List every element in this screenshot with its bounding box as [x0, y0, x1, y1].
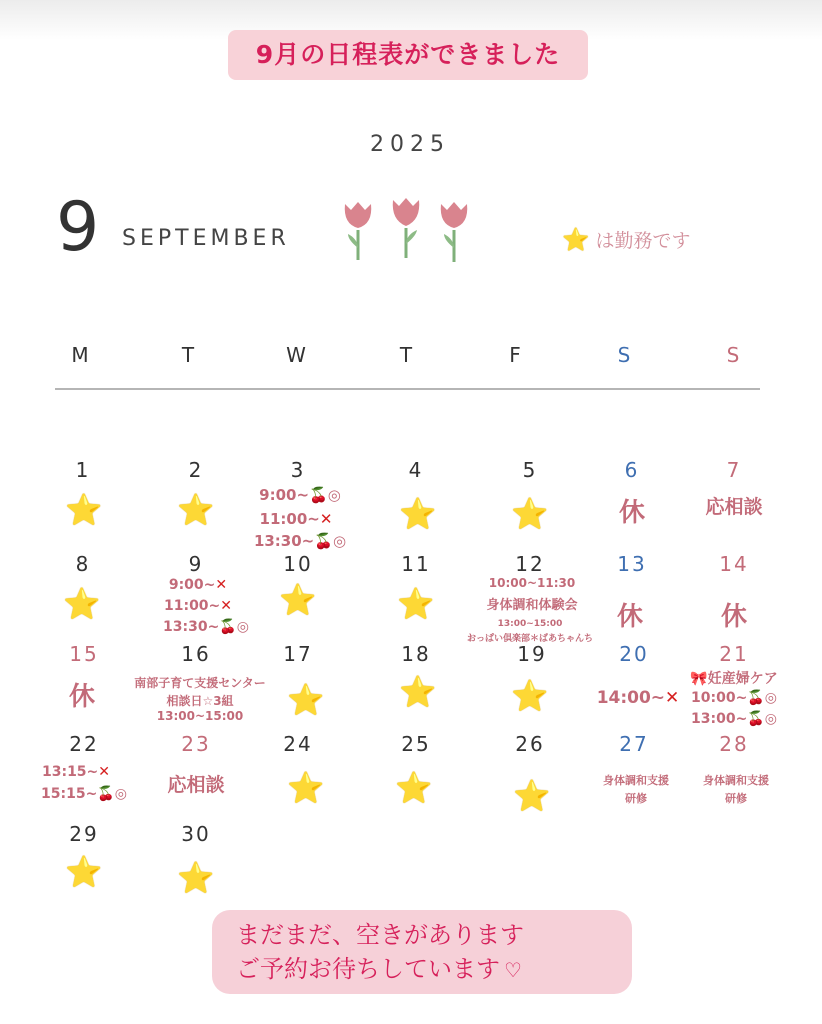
- schedule-slot: 9:00~✕: [168, 577, 228, 593]
- cherry-icon: 🍒: [314, 532, 333, 550]
- day-number: 16: [181, 642, 211, 666]
- event-time: 10:00~11:30: [488, 576, 576, 590]
- circle-icon: ◎: [236, 619, 249, 635]
- cross-icon: ✕: [215, 577, 228, 593]
- star-icon: ⭐: [511, 497, 549, 532]
- star-icon: ⭐: [65, 493, 103, 528]
- cross-icon: ✕: [319, 510, 333, 528]
- page-title: 9月の日程表ができました: [228, 30, 588, 80]
- star-icon: ⭐: [397, 587, 435, 622]
- day-number: 28: [719, 732, 749, 756]
- day-cell-18: [368, 675, 468, 710]
- weekday-sunday: S: [726, 343, 740, 367]
- day-number: 17: [283, 642, 313, 666]
- cherry-icon: 🍒: [97, 786, 115, 802]
- day-number: 11: [401, 552, 431, 576]
- availability-message: [212, 910, 632, 994]
- day-number: 13: [617, 552, 647, 576]
- circle-icon: ◎: [114, 786, 127, 802]
- legend-text: は勤務です: [595, 230, 691, 252]
- day-cell-4: [368, 497, 468, 532]
- day-number: 7: [726, 458, 742, 482]
- day-cell-19: [480, 679, 580, 714]
- event-title: 🎀妊産婦ケア: [690, 671, 778, 687]
- star-icon: ⭐: [63, 587, 101, 622]
- star-icon: ⭐: [177, 493, 215, 528]
- cross-icon: ✕: [220, 598, 233, 614]
- circle-icon: ◎: [332, 532, 347, 550]
- day-number: 25: [401, 732, 431, 756]
- circle-icon: ◎: [764, 711, 777, 727]
- weekday-monday: M: [71, 343, 89, 367]
- circle-icon: ◎: [764, 690, 777, 706]
- legend: [562, 226, 690, 253]
- day-number: 10: [283, 552, 313, 576]
- event-title: 身体調和支援: [603, 774, 669, 787]
- star-icon: ⭐: [511, 679, 549, 714]
- weekday-thursday: T: [399, 343, 413, 367]
- day-off-label: 休: [68, 682, 95, 712]
- schedule-slot: 14:00~✕: [596, 688, 680, 708]
- cherry-icon: 🍒: [747, 711, 765, 727]
- day-cell-5: [480, 497, 580, 532]
- cherry-icon: 🍒: [747, 690, 765, 706]
- day-number: 15: [69, 642, 99, 666]
- schedule-slot: 10:00~🍒◎: [691, 690, 777, 706]
- star-icon: ⭐: [399, 497, 437, 532]
- cross-icon: ✕: [98, 764, 111, 780]
- day-cell-1: [34, 493, 134, 528]
- ribbon-icon: 🎀: [690, 671, 708, 687]
- cross-icon: ✕: [665, 688, 680, 708]
- heart-icon: ♡: [504, 958, 522, 982]
- star-icon: ⭐: [395, 771, 433, 806]
- cherry-icon: 🍒: [219, 619, 237, 635]
- day-off-label: 休: [618, 498, 645, 528]
- consult-label: 応相談: [705, 496, 763, 518]
- day-cell-17: [256, 683, 356, 718]
- event-title: おっぱい倶楽部＊ばあちゃんち: [466, 634, 593, 644]
- day-cell-29: [34, 855, 134, 890]
- day-number: 19: [517, 642, 547, 666]
- day-number: 18: [401, 642, 431, 666]
- divider: [55, 388, 760, 390]
- day-cell-10: [248, 583, 348, 618]
- day-number: 21: [719, 642, 749, 666]
- day-number: 27: [619, 732, 649, 756]
- star-icon: ⭐: [177, 861, 215, 896]
- event-title: 身体調和体験会: [486, 598, 578, 613]
- event-detail: 相談日☆3組: [166, 694, 234, 708]
- day-number: 26: [515, 732, 545, 756]
- weekday-saturday: S: [617, 343, 631, 367]
- schedule-slot: 13:30~🍒◎: [163, 619, 249, 635]
- day-number: 14: [719, 552, 749, 576]
- day-number: 12: [515, 552, 545, 576]
- schedule-slot: 15:15~🍒◎: [41, 786, 127, 802]
- day-number: 23: [181, 732, 211, 756]
- schedule-slot: 13:15~✕: [41, 764, 111, 780]
- day-number: 5: [522, 458, 538, 482]
- event-time: 13:00~15:00: [497, 619, 563, 629]
- month-number: 9: [56, 188, 100, 267]
- day-number: 29: [69, 822, 99, 846]
- weekday-tuesday: T: [181, 343, 195, 367]
- schedule-slot: 9:00~🍒◎: [259, 486, 341, 504]
- day-off-label: 休: [616, 602, 643, 632]
- footer-line-1: まだまだ、空きがあります: [236, 921, 524, 949]
- day-cell-24: [256, 771, 356, 806]
- schedule-slot: 13:00~🍒◎: [691, 711, 777, 727]
- star-icon: ⭐: [399, 675, 437, 710]
- event-title: 南部子育て支援センター: [134, 676, 266, 690]
- day-number: 22: [69, 732, 99, 756]
- day-number: 9: [188, 552, 204, 576]
- star-icon: ⭐: [513, 779, 551, 814]
- consult-label: 応相談: [167, 774, 225, 796]
- day-number: 3: [290, 458, 306, 482]
- circle-icon: ◎: [327, 486, 341, 504]
- star-icon: ⭐: [562, 228, 590, 253]
- day-number: 20: [619, 642, 649, 666]
- schedule-slot: 11:00~✕: [259, 510, 333, 528]
- day-cell-11: [366, 587, 466, 622]
- day-number: 6: [624, 458, 640, 482]
- weekday-wednesday: W: [286, 343, 306, 367]
- day-number: 2: [188, 458, 204, 482]
- footer-line-2: ご予約お待ちしています ♡: [236, 955, 522, 983]
- tulip-icon: [393, 198, 419, 258]
- event-detail: 研修: [625, 792, 647, 805]
- event-detail: 研修: [725, 792, 747, 805]
- tulip-illustration: [336, 198, 476, 264]
- star-icon: ⭐: [65, 855, 103, 890]
- month-name: SEPTEMBER: [122, 226, 290, 251]
- star-icon: ⭐: [287, 683, 325, 718]
- day-number: 1: [75, 458, 91, 482]
- tulip-icon: [345, 202, 371, 260]
- calendar-year: 2025: [370, 132, 450, 157]
- cherry-icon: 🍒: [309, 486, 328, 504]
- day-number: 30: [181, 822, 211, 846]
- day-cell-30: [146, 861, 246, 896]
- schedule-slot: 13:30~🍒◎: [253, 532, 347, 550]
- day-cell-25: [364, 771, 464, 806]
- star-icon: ⭐: [287, 771, 325, 806]
- star-icon: ⭐: [279, 583, 317, 618]
- day-number: 24: [283, 732, 313, 756]
- day-number: 8: [75, 552, 91, 576]
- event-time: 13:00~15:00: [156, 709, 244, 723]
- schedule-slot: 11:00~✕: [163, 598, 233, 614]
- day-number: 4: [408, 458, 424, 482]
- day-off-label: 休: [720, 602, 747, 632]
- weekday-friday: F: [509, 343, 521, 367]
- tulip-icon: [441, 202, 467, 262]
- event-title: 身体調和支援: [703, 774, 769, 787]
- day-cell-8: [32, 587, 132, 622]
